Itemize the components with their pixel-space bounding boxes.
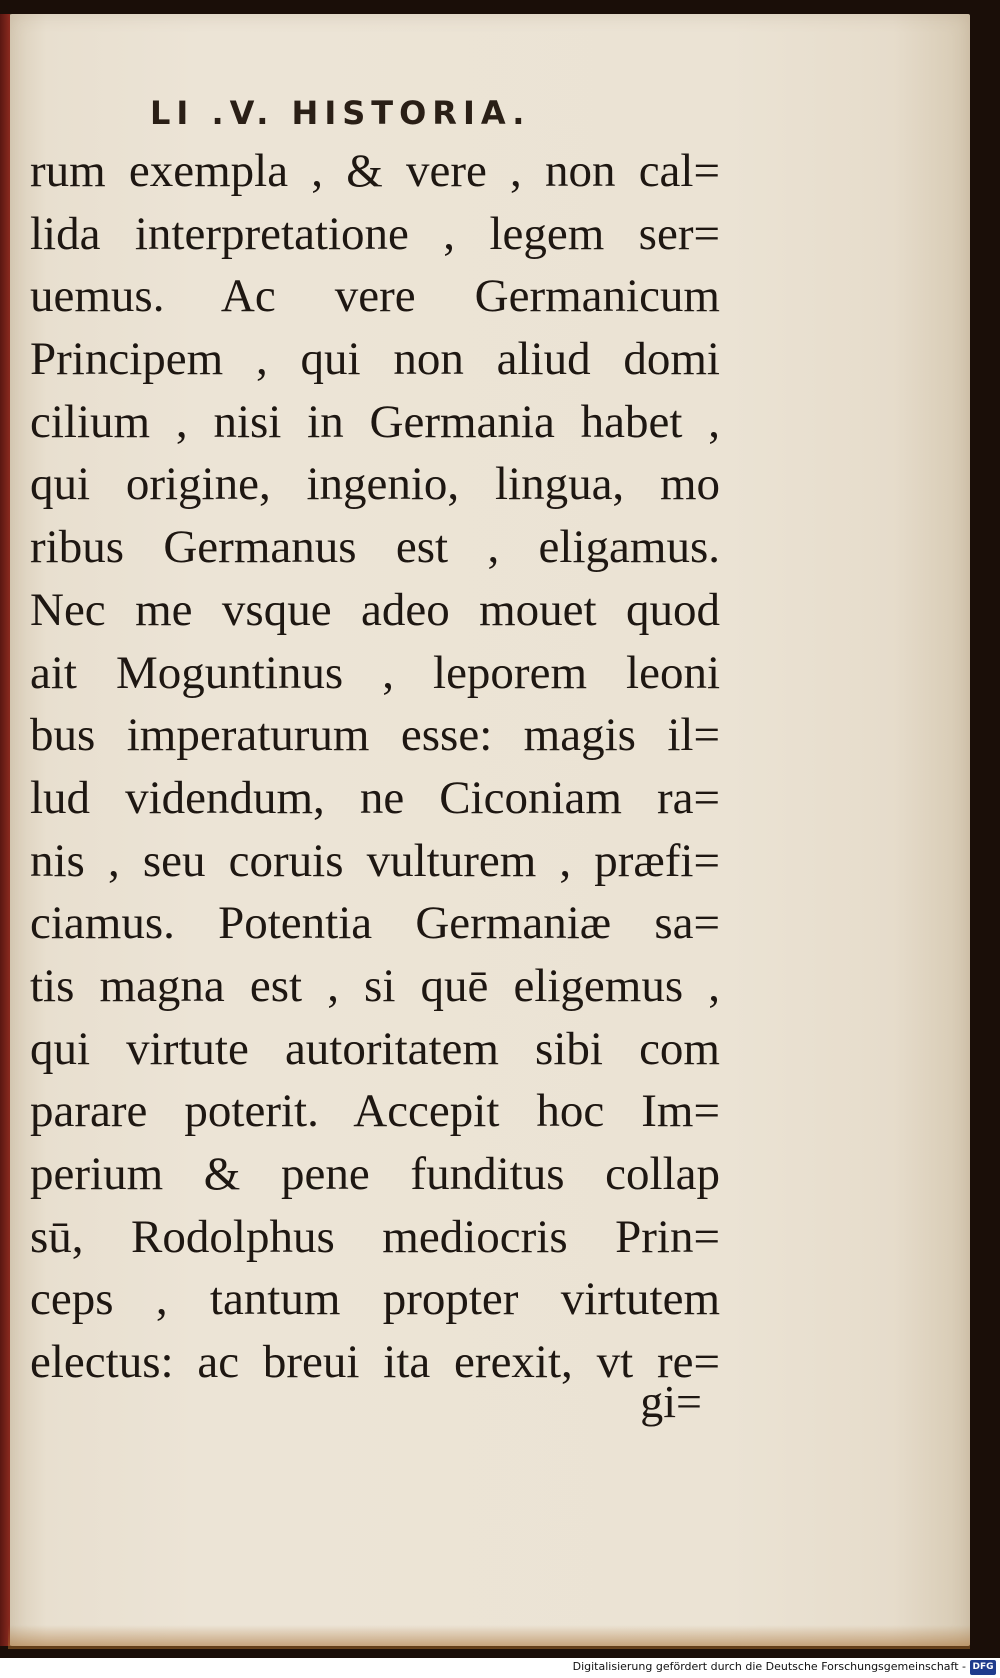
text-line: ceps , tantum propter virtutem [30,1273,720,1326]
text-line: electus: ac breui ita erexit, vt re= [30,1336,720,1389]
body-text [30,140,720,1394]
text-line: qui virtute autoritatem sibi com [30,1022,720,1075]
text-line: lud videndum, ne Ciconiam ra= [30,771,720,824]
text-line: qui origine, ingenio, lingua, mo [30,458,720,511]
text-line: bus imperaturum esse: magis il= [30,709,720,762]
text-line: perium & pene funditus collap [30,1148,720,1200]
text-line: ribus Germanus est , eligamus. [30,521,720,574]
text-line: Principem , qui non aliud domi [30,333,720,386]
text-line: rum exempla , & vere , non cal= [30,145,720,197]
dfg-logo: DFG [970,1660,996,1675]
text-line: parare poterit. Accepit hoc Im= [30,1085,720,1138]
text-line: Nec me vsque adeo mouet quod [30,583,720,636]
text-line: cilium , nisi in Germania habet , [30,395,720,448]
running-head: LI .V. HISTORIA. [150,94,531,132]
text-line: tis magna est , si quē eligemus , [30,959,720,1012]
text-line: sū, Rodolphus mediocris Prin= [30,1210,720,1263]
text-line: ait Moguntinus , leporem leoni [30,646,720,699]
page-stain [8,1625,970,1649]
text-line: nis , seu coruis vulturem , præfi= [30,834,720,887]
footer-bar [0,1658,1000,1678]
digitization-credit: Digitalisierung gefördert durch die Deutsche Forschungsgemeinschaft - [572,1660,966,1673]
catchword: gi= [640,1376,702,1427]
text-line: lida interpretatione , legem ser= [30,207,720,260]
text-line: uemus. Ac vere Germanicum [30,270,720,323]
page-edge [0,14,10,1646]
text-line: ciamus. Potentia Germaniæ sa= [30,897,720,950]
